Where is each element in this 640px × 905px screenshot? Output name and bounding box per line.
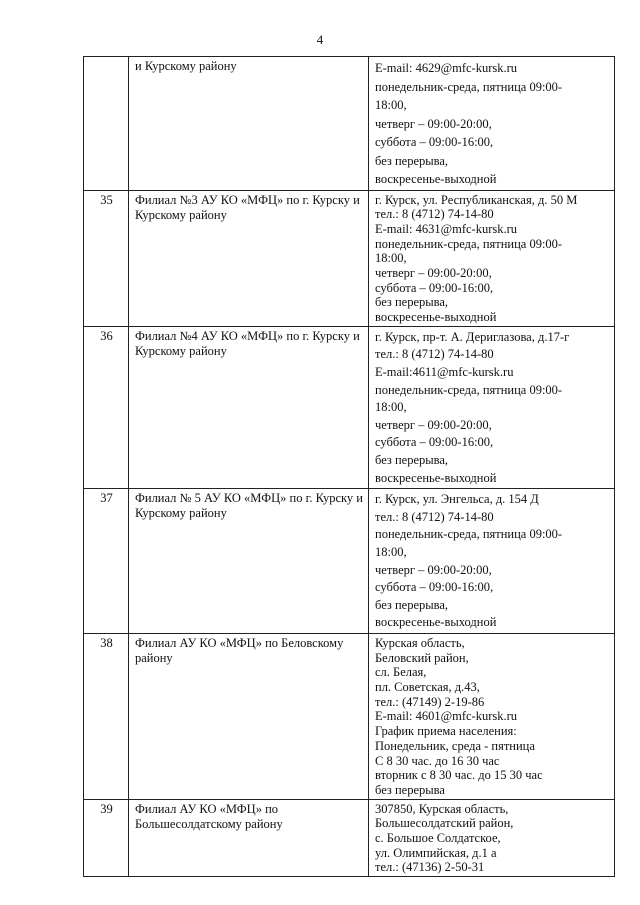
table-row [84, 326, 615, 488]
branch-contacts [369, 326, 615, 488]
contact-line: понедельник-среда, пятница 09:00- [375, 236, 563, 251]
contact-line: четверг – 09:00-20:00, [375, 417, 492, 432]
contact-line: E-mail: 4629@mfc-kursk.ru [375, 61, 518, 75]
contact-line: г. Курск, ул. Энгельса, д. 154 Д [375, 492, 539, 507]
contact-line: понедельник-среда, пятница 09:00- [375, 527, 563, 542]
contact-line: понедельник-среда, пятница 09:00- [375, 79, 563, 94]
contact-line: E-mail: 4601@mfc-kursk.ru [375, 709, 518, 724]
contact-line: понедельник-среда, пятница 09:00- [375, 382, 563, 397]
contact-line: тел.: (47136) 2-50-31 [375, 860, 485, 875]
contact-line: Большесолдатский район, [375, 816, 514, 831]
contact-line: суббота – 09:00-16:00, [375, 280, 494, 295]
contact-line: 18:00, [375, 544, 407, 559]
contact-line: тел.: 8 (4712) 74-14-80 [375, 347, 494, 362]
contact-line: г. Курск, пр-т. А. Дериглазова, д.17-г [375, 329, 570, 344]
contact-line: тел.: 8 (4712) 74-14-80 [375, 207, 494, 222]
contact-line: 18:00, [375, 400, 407, 415]
contact-line: четверг – 09:00-20:00, [375, 116, 492, 131]
row-number: 36 [84, 326, 129, 488]
contact-line: суббота – 09:00-16:00, [375, 580, 494, 595]
table-row [84, 633, 615, 799]
branch-name: Филиал №3 АУ КО «МФЦ» по г. Курску и Курскому району [129, 190, 369, 326]
branch-contacts [369, 190, 615, 326]
contact-line: вторник с 8 30 час. до 15 30 час [375, 768, 543, 783]
contact-line: четверг – 09:00-20:00, [375, 266, 492, 281]
contact-line: без перерыва [375, 782, 445, 797]
branches-table [83, 56, 615, 877]
contact-line: воскресенье-выходной [375, 172, 497, 186]
table-row [84, 489, 615, 634]
contact-line: 18:00, [375, 98, 407, 112]
branch-name: Филиал №4 АУ КО «МФЦ» по г. Курску и Курскому району [129, 326, 369, 488]
row-number: 39 [84, 799, 129, 877]
contact-line: без перерыва, [375, 153, 449, 168]
row-number: 37 [84, 489, 129, 634]
contact-line: четверг – 09:00-20:00, [375, 562, 492, 577]
contact-line: воскресенье-выходной [375, 470, 497, 485]
contact-line: Курская область, [375, 635, 465, 650]
contact-line: сл. Белая, [375, 665, 427, 680]
contact-line: с. Большое Солдатское, [375, 831, 501, 846]
row-number: 35 [84, 190, 129, 326]
branch-name: Филиал АУ КО «МФЦ» по Большесолдатскому району [129, 799, 369, 877]
table-row [84, 799, 615, 877]
contact-line: без перерыва, [375, 295, 449, 310]
branch-contacts [369, 57, 615, 191]
page-number: 4 [316, 32, 324, 47]
contact-line: без перерыва, [375, 452, 449, 467]
contact-line: ул. Олимпийская, д.1 а [375, 845, 497, 860]
contact-line: тел.: 8 (4712) 74-14-80 [375, 509, 494, 524]
contact-line: 18:00, [375, 251, 407, 266]
table-row [84, 190, 615, 326]
contact-line: 307850, Курская область, [375, 801, 509, 816]
row-number: 38 [84, 633, 129, 799]
contact-line: суббота – 09:00-16:00, [375, 135, 494, 149]
branch-name: и Курскому району [129, 57, 369, 191]
contact-line: пл. Советская, д.43, [375, 680, 480, 695]
branch-name: Филиал АУ КО «МФЦ» по Беловскому району [129, 633, 369, 799]
contact-line: тел.: (47149) 2-19-86 [375, 694, 485, 709]
contact-line: воскресенье-выходной [375, 615, 497, 630]
branch-contacts [369, 489, 615, 634]
row-number [84, 57, 129, 191]
contact-line: E-mail:4611@mfc-kursk.ru [375, 365, 514, 380]
contact-line: без перерыва, [375, 597, 449, 612]
contact-line: г. Курск, ул. Республиканская, д. 50 М [375, 192, 578, 207]
branch-contacts [369, 633, 615, 799]
branch-name: Филиал № 5 АУ КО «МФЦ» по г. Курску и Курскому району [129, 489, 369, 634]
contact-line: График приема населения: [375, 724, 517, 739]
table-row [84, 57, 615, 191]
contact-line: Понедельник, среда - пятница [375, 738, 535, 753]
contact-line: E-mail: 4631@mfc-kursk.ru [375, 221, 518, 236]
contact-line: воскресенье-выходной [375, 310, 497, 325]
contact-line: суббота – 09:00-16:00, [375, 435, 494, 450]
branch-contacts [369, 799, 615, 877]
contact-line: С 8 30 час. до 16 30 час [375, 753, 500, 768]
contact-line: Беловский район, [375, 650, 469, 665]
